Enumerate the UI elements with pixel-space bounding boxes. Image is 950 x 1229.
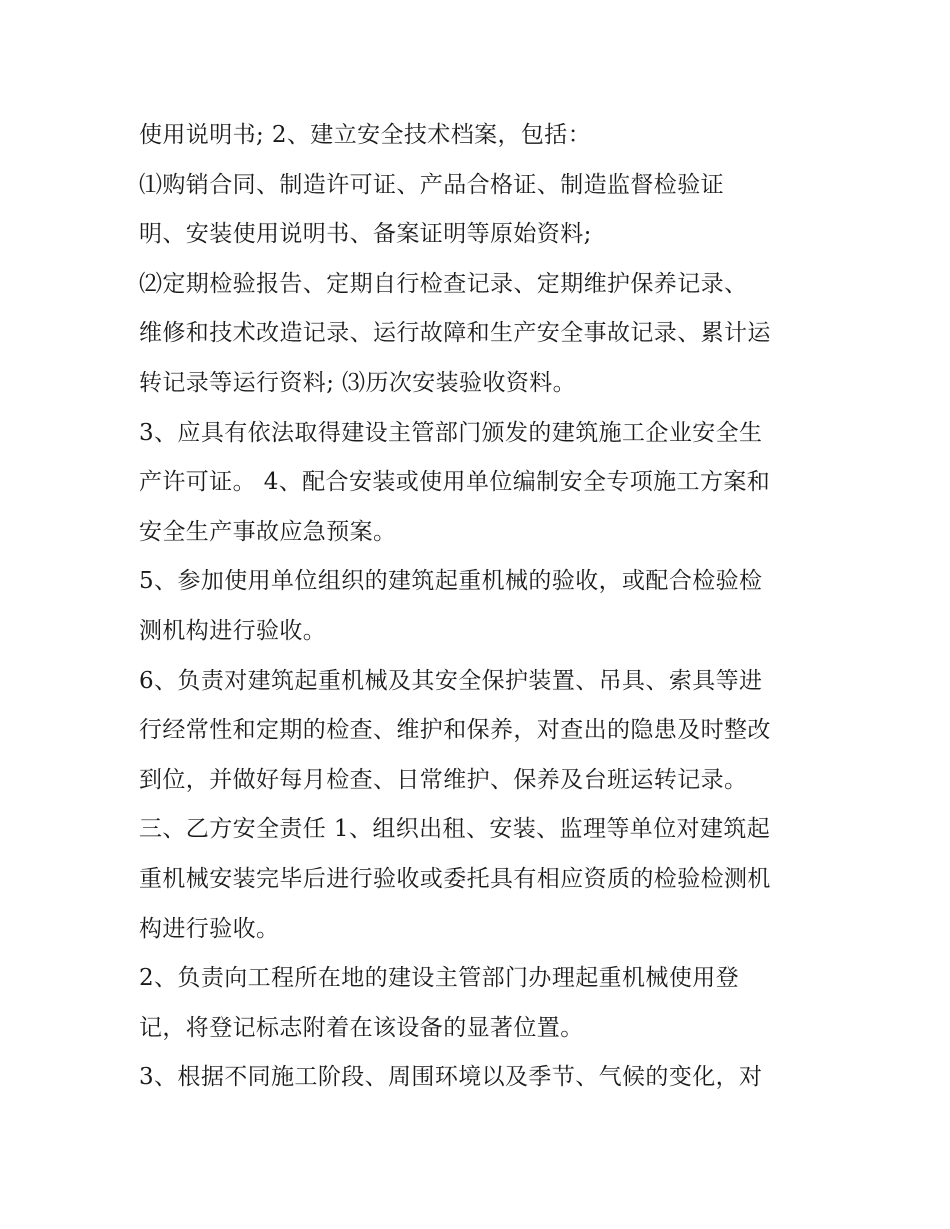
- text-line: 转记录等运行资料; ⑶历次安装验收资料。: [139, 369, 577, 396]
- text-line: 5、参加使用单位组织的建筑起重机械的验收，或配合检验检: [139, 568, 763, 595]
- text-line: 测机构进行验收。: [139, 617, 327, 644]
- document-body: [139, 111, 829, 1103]
- text-line: 明、安装使用说明书、备案证明等原始资料;: [139, 221, 592, 248]
- text-line: 3、应具有依法取得建设主管部门颁发的建筑施工企业安全生: [139, 419, 763, 446]
- text-line: 3、根据不同施工阶段、周围环境以及季节、气候的变化，对: [139, 1064, 763, 1091]
- text-line: ⑴购销合同、制造许可证、产品合格证、制造监督检验证: [139, 171, 724, 198]
- text-line: 安全生产事故应急预案。: [139, 518, 397, 545]
- text-line: 记，将登记标志附着在该设备的显著位置。: [139, 1014, 584, 1041]
- text-line: 2、负责向工程所在地的建设主管部门办理起重机械使用登: [139, 965, 740, 992]
- text-line: 6、负责对建筑起重机械及其安全保护装置、吊具、索具等进: [139, 667, 763, 694]
- text-line: 使用说明书; 2、建立安全技术档案，包括：: [139, 122, 592, 148]
- text-line: ⑵定期检验报告、定期自行检查记录、定期维护保养记录、: [139, 270, 748, 297]
- text-line: 重机械安装完毕后进行验收或委托具有相应资质的检验检测机: [139, 865, 771, 892]
- text-line: 到位，并做好每月检查、日常维护、保养及台班运转记录。: [139, 766, 748, 793]
- text-line: 维修和技术改造记录、运行故障和生产安全事故记录、累计运: [139, 320, 771, 347]
- text-line: 三、乙方安全责任 1、组织出租、安装、监理等单位对建筑起: [139, 816, 771, 843]
- text-line: 构进行验收。: [139, 915, 280, 942]
- text-line: 产许可证。 4、配合安装或使用单位编制安全专项施工方案和: [139, 469, 771, 496]
- text-line: 行经常性和定期的检查、维护和保养，对查出的隐患及时整改: [139, 717, 771, 744]
